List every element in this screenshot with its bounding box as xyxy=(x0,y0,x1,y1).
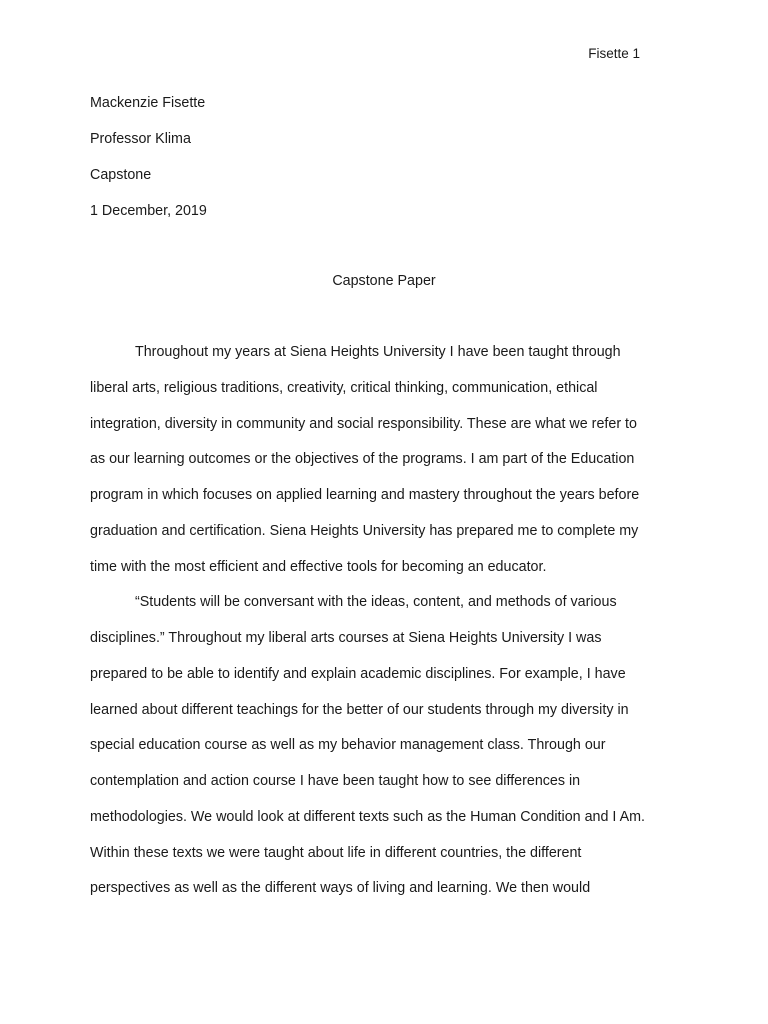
paragraph-line: special education course as well as my behavior management class. Through our xyxy=(90,737,606,754)
paper-title: Capstone Paper xyxy=(332,273,436,289)
paragraph xyxy=(90,592,690,914)
paragraph-line: perspectives as well as the different ways of living and learning. We then would xyxy=(90,880,591,897)
author-name: Mackenzie Fisette xyxy=(90,95,206,111)
paragraph-line: prepared to be able to identify and explain academic disciplines. For example, I have xyxy=(90,665,626,682)
paragraph-line: learned about different teachings for the better of our students through my diversity in xyxy=(90,701,629,718)
mla-heading xyxy=(90,93,207,237)
paragraph-line: disciplines.” Throughout my liberal arts courses at Siena Heights University I was xyxy=(90,630,602,646)
paragraph-line: program in which focuses on applied learning and mastery throughout the years before xyxy=(90,487,640,503)
professor-name: Professor Klima xyxy=(90,131,191,147)
paragraph xyxy=(90,342,690,592)
paragraph-line: as our learning outcomes or the objectives of the programs. I am part of the Education xyxy=(90,451,635,468)
paragraph-line: methodologies. We would look at different texts such as the Human Condition and I Am. xyxy=(90,808,645,825)
paragraph-line: Within these texts we were taught about life in different countries, the different xyxy=(90,844,582,861)
paper-date: 1 December, 2019 xyxy=(90,203,207,219)
paragraph-line: graduation and certification. Siena Heights University has prepared me to complete my xyxy=(90,522,639,539)
paragraph-line: Throughout my years at Siena Heights University I have been taught through xyxy=(135,344,621,360)
course-name: Capstone xyxy=(90,167,152,183)
running-head: Fisette 1 xyxy=(588,46,640,61)
paragraph-line: liberal arts, religious traditions, creativity, critical thinking, communication, ethical xyxy=(90,379,598,396)
paragraph-line: integration, diversity in community and social responsibility. These are what we refer to xyxy=(90,415,637,432)
paragraph-line: “Students will be conversant with the ideas, content, and methods of various xyxy=(135,594,617,611)
paragraph-line: contemplation and action course I have been taught how to see differences in xyxy=(90,773,581,789)
paper-body xyxy=(90,342,690,914)
paragraph-line: time with the most efficient and effective tools for becoming an educator. xyxy=(90,558,547,575)
